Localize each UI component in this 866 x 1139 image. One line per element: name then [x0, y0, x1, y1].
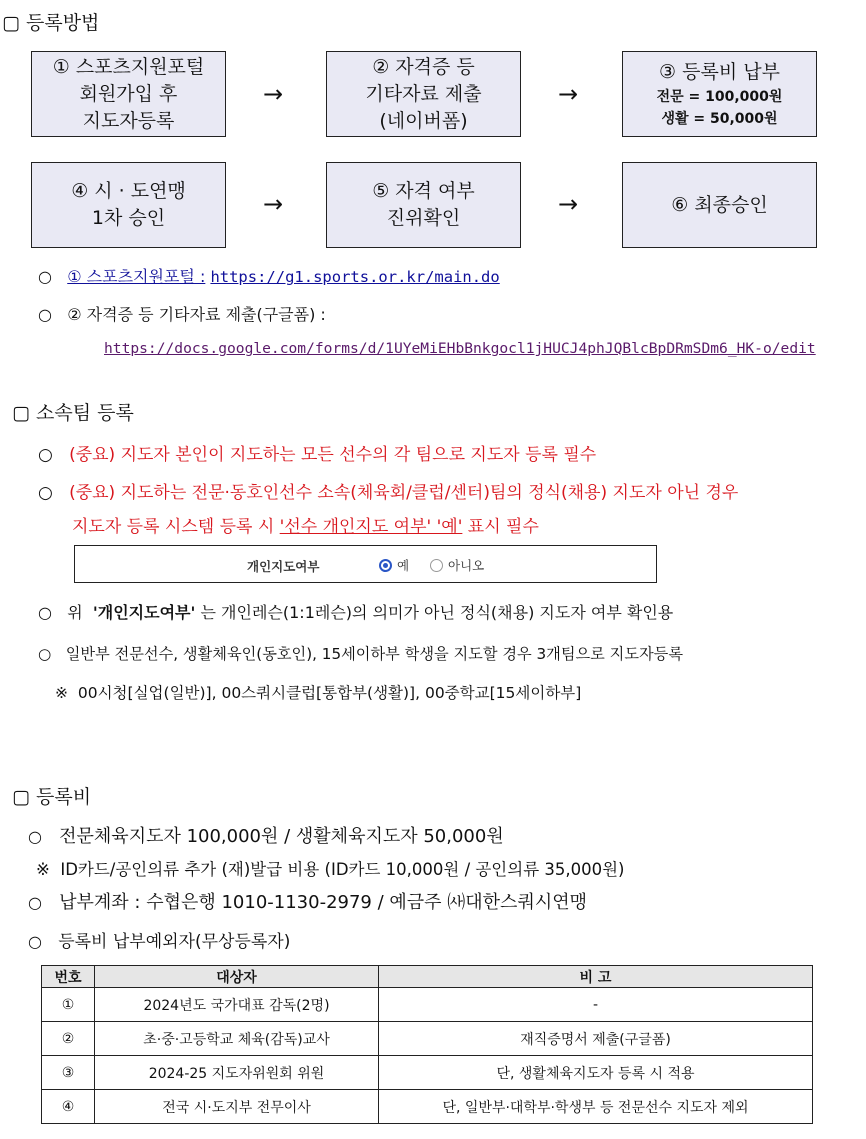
- section-fee-title: [12, 782, 91, 809]
- header-number: 번호: [42, 966, 95, 988]
- step-3-line-1: ③ 등록비 납부: [659, 60, 780, 83]
- team-important-1-text: (중요) 지도자 본인이 지도하는 모든 선수의 각 팀으로 지도자 등록 필수: [69, 445, 597, 465]
- circle-bullet-icon: ○: [38, 603, 52, 622]
- step-5-line-1: ⑤ 자격 여부: [372, 180, 475, 202]
- team-item-3-text-a: 위: [67, 603, 83, 622]
- form-link-row: [104, 338, 816, 357]
- fee-item-1: [28, 822, 504, 848]
- step-box-6: [622, 162, 817, 248]
- radio-unselected-icon[interactable]: [430, 559, 443, 572]
- circle-bullet-icon: ○: [28, 893, 42, 912]
- portal-link-label: ① 스포츠지원포털 :: [67, 267, 206, 286]
- step-4-line-2: 1차 승인: [91, 207, 166, 229]
- team-item-4-text: 일반부 전문선수, 생활체육인(동호인), 15세이하부 학생을 지도할 경우 3개팀으로 지도자등록: [65, 645, 684, 663]
- checkbox-square-icon: ▢: [12, 786, 30, 808]
- header-remarks: 비 고: [379, 966, 813, 988]
- team-important-1: [38, 440, 596, 465]
- circle-bullet-icon: ○: [38, 483, 53, 503]
- step-3-life-fee: 생활 = 50,000원: [661, 110, 778, 127]
- table-header-row: [42, 966, 813, 988]
- row-target: 2024-25 지도자위원회 위원: [95, 1056, 379, 1090]
- table-row: [42, 1090, 813, 1124]
- section-team-title: [12, 398, 134, 425]
- step-box-3: [622, 51, 817, 137]
- team-note-text: 00시청[실업(일반)], 00스쿼시클럽[통합부(생활)], 00중학교[15세이하부]: [77, 684, 582, 702]
- row-number: ①: [42, 988, 95, 1022]
- team-important-2-text-b: '선수 개인지도 여부' '예': [279, 517, 463, 537]
- row-number: ③: [42, 1056, 95, 1090]
- row-target: 2024년도 국가대표 감독(2명): [95, 988, 379, 1022]
- fee-exemption-table: [41, 965, 813, 1124]
- circle-bullet-icon: ○: [28, 827, 42, 846]
- team-important-2-text-c: 표시 필수: [467, 517, 539, 537]
- section-registration-method-title: [2, 8, 99, 35]
- table-row: [42, 988, 813, 1022]
- table-row: [42, 1022, 813, 1056]
- circle-bullet-icon: ○: [38, 305, 52, 324]
- fee-amounts-text: 전문체육지도자 100,000원 / 생활체육지도자 50,000원: [59, 826, 504, 847]
- fee-note: [36, 856, 624, 880]
- fee-item-2: [28, 888, 587, 914]
- fee-account-text: 납부계좌 : 수협은행 1010-1130-2979 / 예금주 ㈔대한스쿼시연맹: [59, 892, 587, 913]
- step-box-1: [31, 51, 226, 137]
- step-box-5: [326, 162, 521, 248]
- team-item-3-text-b: '개인지도여부': [92, 603, 196, 622]
- fee-item-3: [28, 927, 290, 952]
- form-link-item: [38, 302, 326, 325]
- fee-exempt-text: 등록비 납부예외자(무상등록자): [58, 932, 291, 952]
- row-remarks: -: [379, 988, 813, 1022]
- header-target: 대상자: [95, 966, 379, 988]
- row-number: ④: [42, 1090, 95, 1124]
- row-number: ②: [42, 1022, 95, 1056]
- team-item-4: [38, 643, 683, 664]
- checkbox-square-icon: ▢: [2, 12, 20, 34]
- step-4-line-1: ④ 시 · 도연맹: [71, 180, 186, 202]
- team-item-3: [38, 600, 673, 623]
- radio-selected-icon[interactable]: [379, 559, 392, 572]
- arrow-right-icon: →: [263, 80, 284, 108]
- step-box-4: [31, 162, 226, 248]
- team-important-2-text-a: 지도자 등록 시스템 등록 시: [72, 517, 275, 537]
- step-1-line-3: 지도자등록: [82, 109, 175, 132]
- step-1-line-1: ① 스포츠지원포털: [52, 55, 205, 78]
- portal-link[interactable]: https://g1.sports.or.kr/main.do: [210, 268, 500, 286]
- section-title-text: 소속팀 등록: [36, 402, 134, 424]
- row-remarks: 단, 일반부·대학부·학생부 등 전문선수 지도자 제외: [379, 1090, 813, 1124]
- step-1-line-2: 회원가입 후: [79, 82, 178, 105]
- row-remarks: 재직증명서 제출(구글폼): [379, 1022, 813, 1056]
- option-no-label: 아니오: [448, 558, 485, 573]
- section-title-text: 등록방법: [26, 12, 100, 34]
- row-target: 전국 시·도지부 전무이사: [95, 1090, 379, 1124]
- row-remarks: 단, 생활체육지도자 등록 시 적용: [379, 1056, 813, 1090]
- team-important-2-line-1: (중요) 지도하는 전문·동호인선수 소속(체육회/클럽/센터)팀의 정식(채용) 지도자 아닌 경우: [69, 483, 739, 503]
- step-3-pro-fee: 전문 = 100,000원: [656, 88, 783, 105]
- step-2-line-3: (네이버폼): [379, 109, 468, 132]
- circle-bullet-icon: ○: [38, 445, 53, 465]
- circle-bullet-icon: ○: [28, 932, 42, 951]
- team-note: [55, 681, 581, 703]
- reference-mark-icon: ※: [36, 860, 50, 879]
- personal-coaching-form: [74, 545, 657, 583]
- option-yes-label: 예: [397, 558, 410, 573]
- step-5-line-2: 진위확인: [386, 207, 461, 229]
- option-no[interactable]: [430, 556, 484, 574]
- step-6-line-1: ⑥ 최종승인: [671, 193, 768, 216]
- arrow-right-icon: →: [263, 190, 284, 218]
- step-2-line-2: 기타자료 제출: [365, 82, 482, 105]
- table-row: [42, 1056, 813, 1090]
- team-important-2: [38, 478, 738, 503]
- circle-bullet-icon: ○: [38, 267, 52, 286]
- google-form-link[interactable]: https://docs.google.com/forms/d/1UYeMiEHbBnkgocl1jHUCJ4phJQBlcBpDRmSDm6_HK-o/edit: [104, 340, 816, 357]
- form-link-label: ② 자격증 등 기타자료 제출(구글폼) :: [67, 305, 326, 324]
- arrow-right-icon: →: [558, 80, 579, 108]
- checkbox-square-icon: ▢: [12, 402, 30, 424]
- arrow-right-icon: →: [558, 190, 579, 218]
- section-title-text: 등록비: [36, 786, 92, 808]
- personal-coaching-label: 개인지도여부: [247, 559, 320, 574]
- portal-link-item: [38, 264, 500, 287]
- fee-note-text: ID카드/공인의류 추가 (재)발급 비용 (ID카드 10,000원 / 공인의류 35,000원): [60, 860, 625, 879]
- step-2-line-1: ② 자격증 등: [372, 55, 475, 78]
- team-important-2-line-2: [72, 512, 539, 537]
- reference-mark-icon: ※: [55, 684, 68, 702]
- row-target: 초·중·고등학교 체육(감독)교사: [95, 1022, 379, 1056]
- option-yes[interactable]: [379, 556, 409, 574]
- team-item-3-text-c: 는 개인레슨(1:1레슨)의 의미가 아닌 정식(채용) 지도자 여부 확인용: [200, 603, 674, 622]
- circle-bullet-icon: ○: [38, 645, 52, 663]
- step-box-2: [326, 51, 521, 137]
